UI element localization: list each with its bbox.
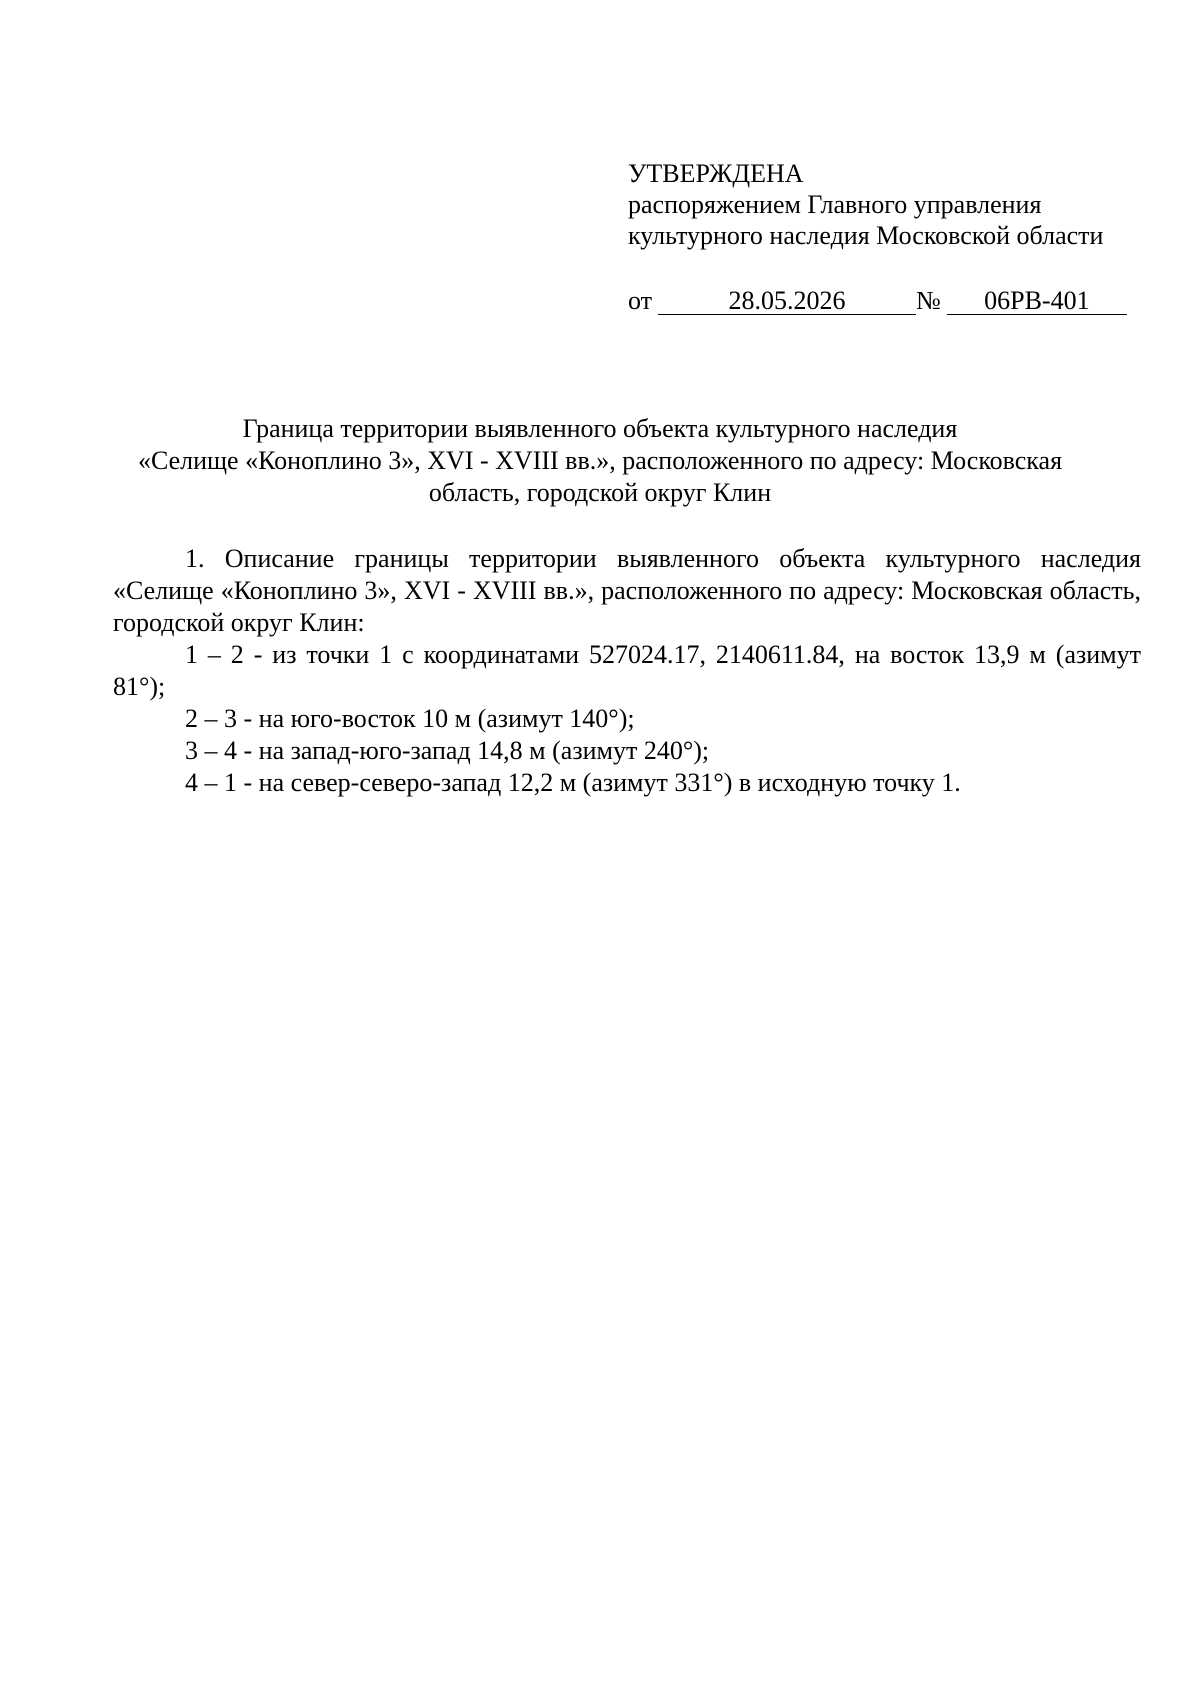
approval-heading: УТВЕРЖДЕНА [628, 159, 804, 188]
number-label: № [916, 286, 941, 315]
approval-stamp [628, 158, 1103, 251]
approval-date: 28.05.2026 [658, 287, 916, 315]
boundary-segment-4-1: 4 – 1 - на север-северо-запад 12,2 м (азимут 331°) в исходную точку 1. [185, 768, 961, 797]
description-intro: 1. Описание границы территории выявленного объекта культурного наследия «Селище «Коноплино 3», XVI - XVIII вв.», расположенного по адресу: Московская область, городской округ Клин: [113, 544, 1141, 637]
title-line-3: область, городской округ Клин [428, 478, 772, 507]
approval-authority-line-2: культурного наследия Московской области [628, 221, 1104, 250]
document-number: 06РВ-401 [947, 287, 1127, 315]
title-line-2: «Селище «Коноплино 3», XVI - XVIII вв.», расположенного по адресу: Московская [137, 446, 1063, 475]
title-line-1: Граница территории выявленного объекта культурного наследия [242, 414, 958, 443]
boundary-segment-3-4: 3 – 4 - на запад-юго-запад 14,8 м (азимут 240°); [185, 736, 710, 765]
document-title [100, 413, 1100, 509]
boundary-segment-2-3: 2 – 3 - на юго-восток 10 м (азимут 140°); [185, 704, 635, 733]
date-from-label: от [628, 286, 653, 315]
approval-date-line [628, 285, 1127, 316]
boundary-segment-1-2: 1 – 2 - из точки 1 с координатами 527024.17, 2140611.84, на восток 13,9 м (азимут 81°); [113, 640, 1141, 701]
boundary-description [113, 543, 1141, 799]
approval-authority-line-1: распоряжением Главного управления [628, 190, 1042, 219]
